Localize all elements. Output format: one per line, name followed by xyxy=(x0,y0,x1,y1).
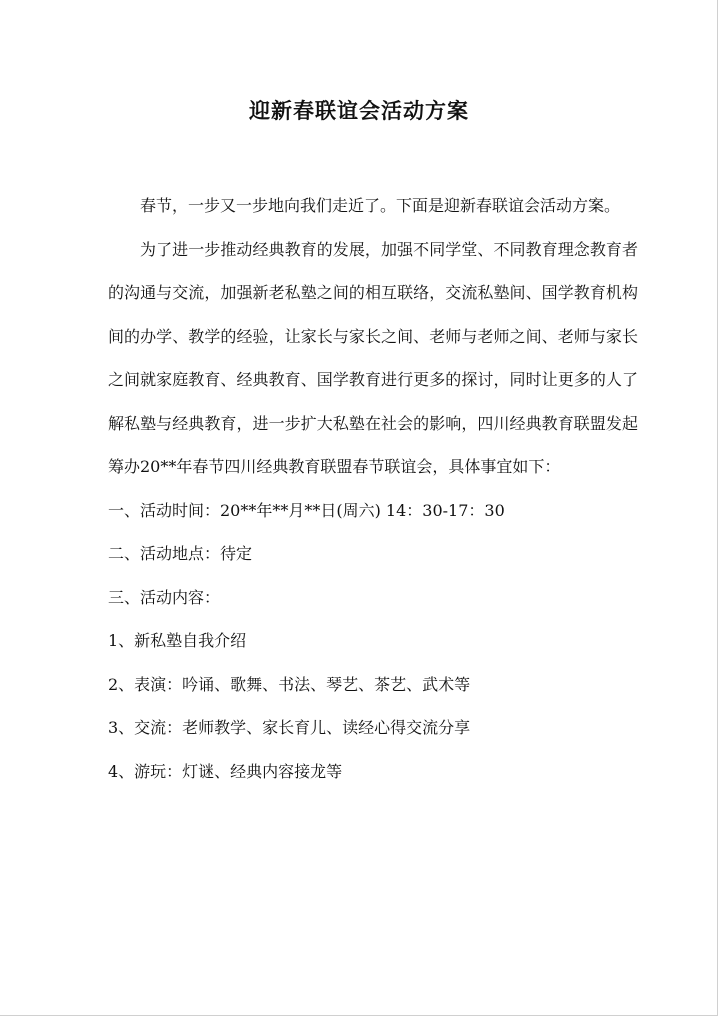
section-time: 一、活动时间：20**年**月**日(周六) 14：30-17：30 xyxy=(108,500,505,520)
content-item: 2、表演：吟诵、歌舞、书法、琴艺、茶艺、武术等 xyxy=(108,674,471,694)
purpose-paragraph: 为了进一步推动经典教育的发展，加强不同学堂、不同教育理念教育者的沟通与交流，加强新老私塾之间的相互联络，交流私塾间、国学教育机构间的办学、教学的经验，让家长与家长之间、老师与老师之间、老师与家长之间就家庭教育、经典教育、国学教育进行更多的探讨，同时让更多的人了解私塾与经典教育，进一步扩大私塾在社会的影响，四川经典教育联盟发起筹办20**年春节四川经典教育联盟春节联谊会，具体事宜如下： xyxy=(108,239,638,476)
content-item: 1、新私塾自我介绍 xyxy=(108,631,247,650)
content-item: 4、游玩：灯谜、经典内容接龙等 xyxy=(108,761,343,781)
section-location: 二、活动地点：待定 xyxy=(108,544,253,563)
content-item: 3、交流：老师教学、家长育儿、读经心得交流分享 xyxy=(108,718,471,737)
intro-paragraph: 春节，一步又一步地向我们走近了。下面是迎新春联谊会活动方案。 xyxy=(140,196,621,215)
document-title: 迎新春联谊会活动方案 xyxy=(249,98,469,123)
section-content: 三、活动内容： xyxy=(108,587,221,607)
document-body xyxy=(108,184,638,793)
